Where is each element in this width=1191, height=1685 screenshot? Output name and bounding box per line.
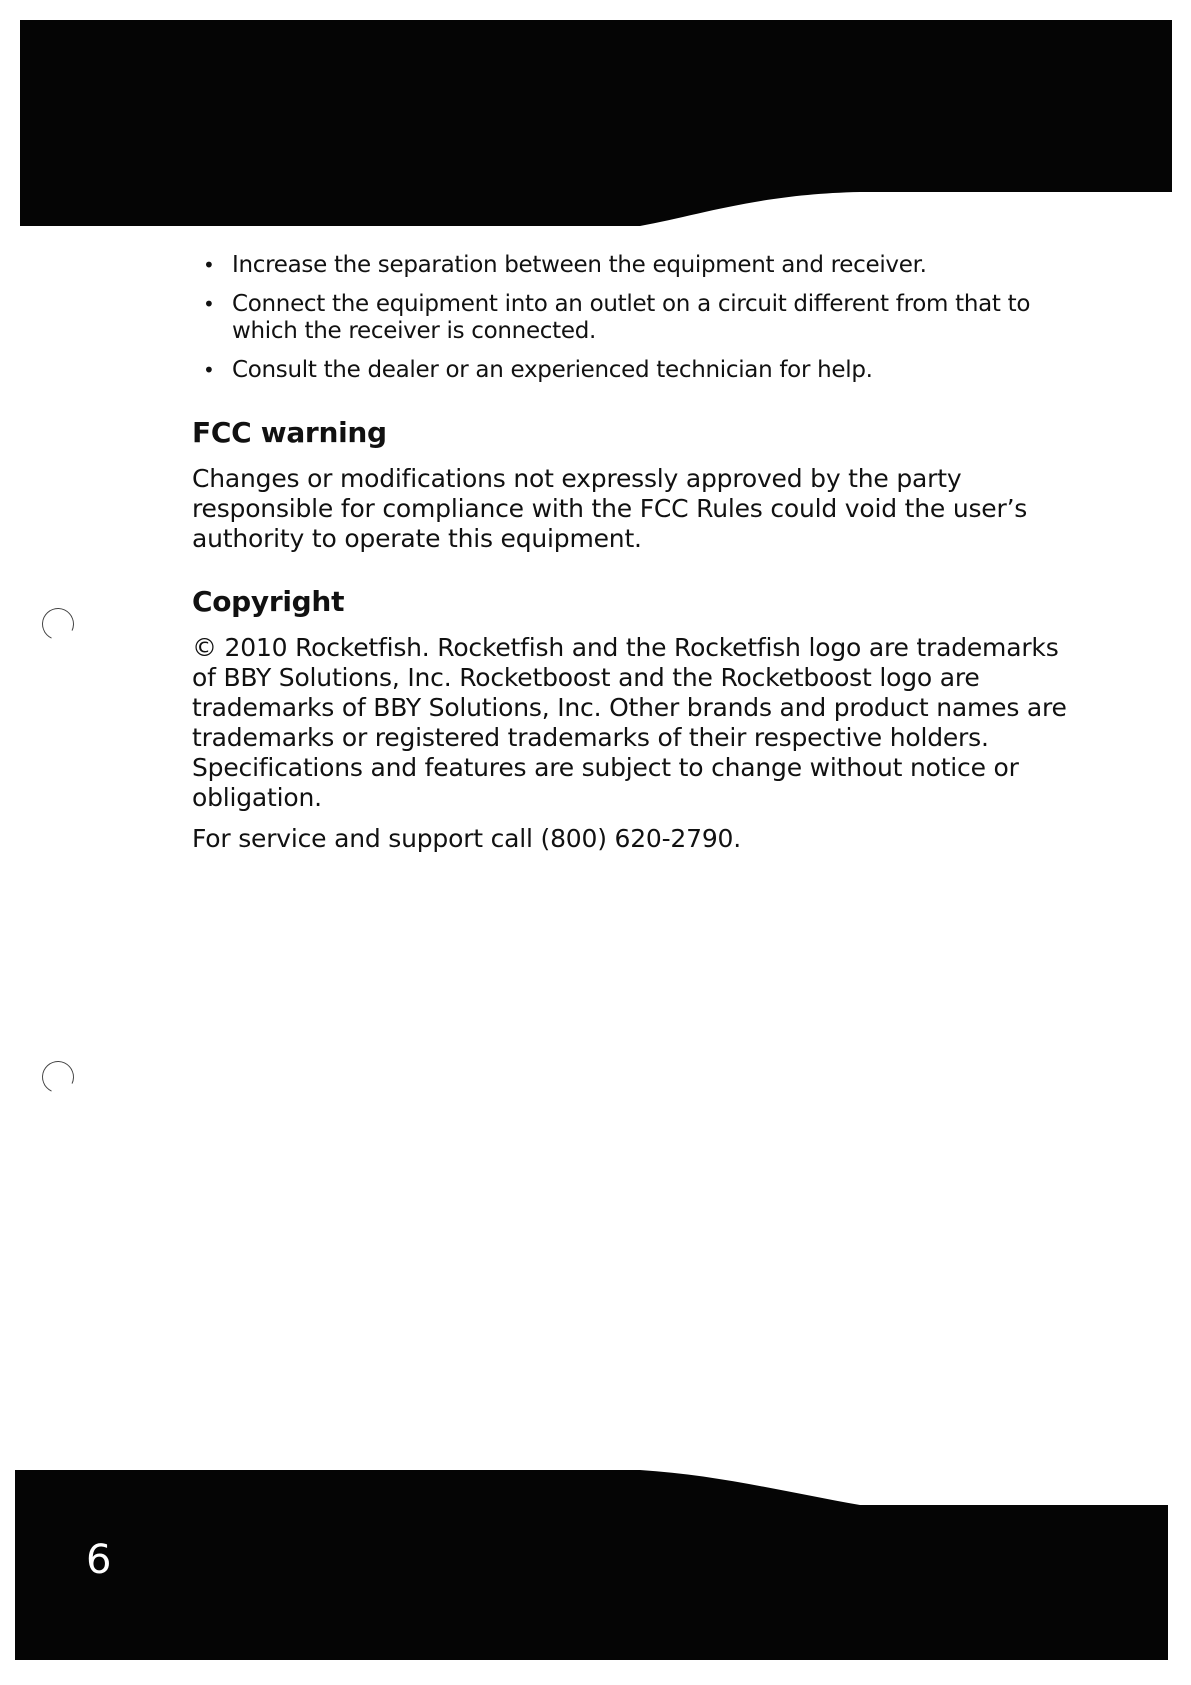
bullet-icon: • <box>203 292 215 316</box>
bullet-text: Increase the separation between the equipment and receiver. <box>232 252 927 278</box>
bullet-icon: • <box>203 253 215 277</box>
footer-band <box>0 1455 1191 1685</box>
list-item <box>200 291 1070 345</box>
list-item <box>200 357 1070 384</box>
binder-hole-icon <box>37 603 78 644</box>
list-item <box>200 252 1070 279</box>
bullet-text: Consult the dealer or an experienced technician for help. <box>232 357 873 383</box>
copyright-text: © 2010 Rocketfish. Rocketfish and the Rocketfish logo are trademarks of BBY Solutions, Inc. Rocketboost and the Rocketboost logo are trademarks of BBY Solutions, Inc. Other brands and product names are trademarks or registered trademarks of their respective holders. Specifications and features are subject to change without notice or obligation. <box>192 633 1067 812</box>
page-number: 6 <box>86 1537 112 1583</box>
service-support-text: For service and support call (800) 620-2790. <box>192 824 742 853</box>
bullet-list <box>200 252 1070 396</box>
binder-hole-icon <box>37 1056 78 1097</box>
bullet-icon: • <box>203 358 215 382</box>
copyright-heading: Copyright <box>192 585 345 618</box>
fcc-warning-text: Changes or modifications not expressly approved by the party responsible for compliance with the FCC Rules could void the user’s authority to operate this equipment. <box>192 464 1028 553</box>
bullet-text: Connect the equipment into an outlet on a circuit different from that to which the receiver is connected. <box>232 291 1031 344</box>
header-band <box>0 0 1191 240</box>
fcc-warning-heading: FCC warning <box>192 416 387 449</box>
